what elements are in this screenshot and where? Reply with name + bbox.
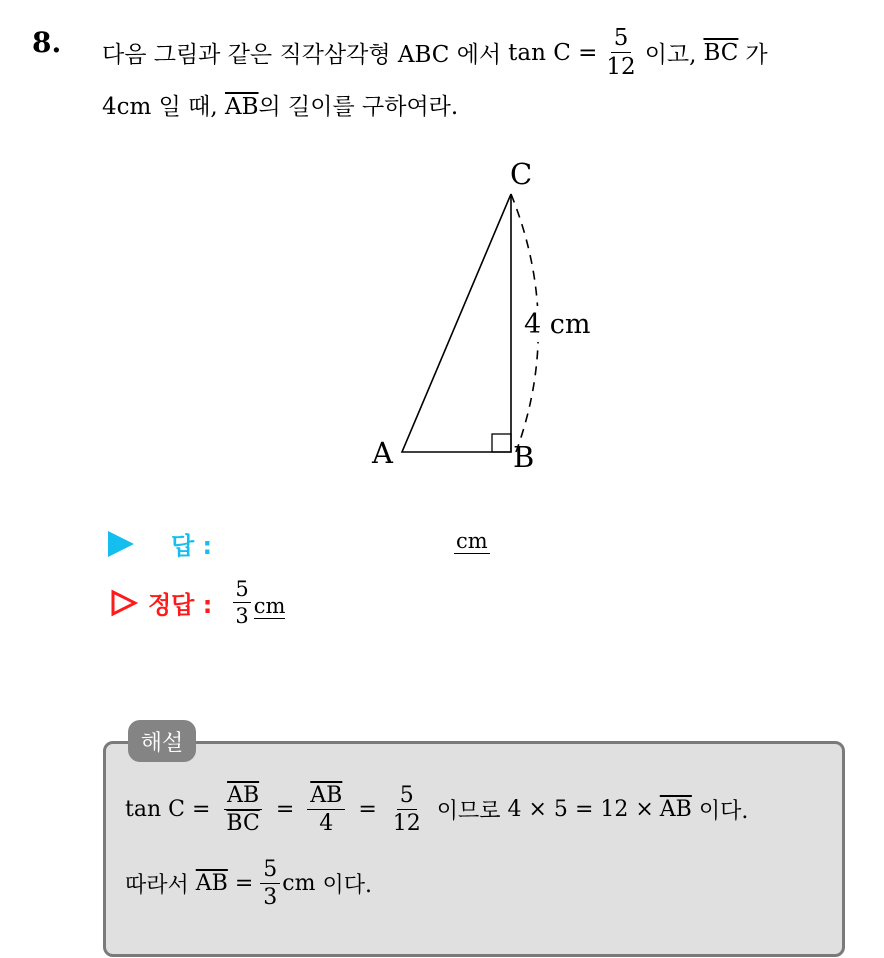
solution-fraction-3-numerator: 5	[397, 784, 417, 810]
answer-label: 답 :	[171, 532, 213, 560]
segment-bc: $\overline{BC}$	[703, 39, 739, 66]
solution-fraction-2-numerator: $\overline{AB}$	[307, 784, 345, 810]
given-fraction-denominator: 12	[606, 54, 636, 81]
solution-line-2-prefix: 따라서	[125, 873, 189, 899]
solution-fraction-1-numerator: $\overline{AB}$	[224, 784, 262, 810]
solution-text-imeuro: 이므로	[436, 799, 501, 825]
correct-answer-label: 정답 :	[148, 591, 213, 620]
solution-equals: =	[234, 871, 254, 897]
solution-lhs: 4 × 5	[507, 797, 568, 823]
solution-line-2-segment: $\overline{AB}$	[195, 871, 228, 897]
triangle-abc	[402, 194, 511, 452]
segment-ab: $\overline{AB}$	[225, 94, 259, 120]
triangle-figure	[350, 150, 610, 480]
question-line-2	[102, 88, 458, 121]
solution-equals: =	[574, 797, 594, 823]
solution-fraction-3	[390, 784, 424, 835]
tan-expression: tan C =	[508, 39, 598, 66]
correct-answer-value	[232, 578, 285, 627]
correct-answer-row	[110, 578, 285, 627]
solution-equals: =	[358, 797, 377, 823]
question-text-prefix: 다음 그림과 같은 직각삼각형 ABC 에서	[102, 42, 502, 69]
vertex-a-label: A	[372, 436, 393, 470]
correct-answer-unit: cm	[253, 593, 286, 618]
given-fraction	[603, 26, 638, 79]
length-text: 4cm 일 때,	[102, 94, 218, 120]
question-text-end: 의 길이를 구하여라.	[258, 94, 459, 120]
solution-line-2-unit: cm	[282, 871, 316, 897]
answer-row	[108, 526, 212, 561]
answer-unit: cm	[456, 529, 488, 553]
solution-fraction-3-denominator: 12	[392, 811, 421, 837]
solution-box	[103, 741, 845, 957]
solution-tag: 해설	[128, 720, 196, 762]
side-length-label: 4 cm	[524, 309, 591, 340]
correct-fraction	[232, 578, 251, 627]
question-line-1	[102, 26, 768, 79]
solution-line-1	[125, 784, 748, 835]
solution-line-2-fraction	[260, 858, 280, 909]
question-number: 8.	[32, 26, 62, 59]
solution-line-2-end: 이다.	[322, 873, 372, 899]
right-angle-mark	[492, 434, 511, 452]
solution-equals: =	[275, 797, 295, 823]
solution-tan: tan C	[125, 797, 185, 823]
solution-line-2-numerator: 5	[260, 858, 280, 884]
solution-fraction-2	[307, 784, 345, 835]
question-text-mid: 이고,	[644, 42, 697, 69]
outline-arrow-icon	[110, 589, 138, 617]
solution-fraction-1-denominator: BC	[226, 811, 260, 837]
solution-text-ida: 이다.	[698, 799, 749, 825]
vertex-c-label: C	[510, 157, 533, 191]
vertex-b-label: B	[513, 440, 535, 474]
solution-fraction-1	[223, 784, 262, 835]
question-text-ga: 가	[745, 42, 768, 69]
solution-line-2	[125, 858, 372, 909]
solution-rhs-segment: $\overline{AB}$	[659, 797, 692, 823]
solution-rhs: 12 ×	[600, 797, 654, 823]
given-fraction-numerator: 5	[611, 26, 632, 53]
solution-fraction-2-denominator: 4	[319, 811, 334, 837]
correct-fraction-numerator: 5	[233, 578, 250, 603]
correct-fraction-denominator: 3	[235, 604, 249, 629]
solution-equals: =	[191, 797, 211, 823]
solution-line-2-denominator: 3	[263, 885, 278, 911]
play-arrow-icon	[108, 531, 134, 557]
